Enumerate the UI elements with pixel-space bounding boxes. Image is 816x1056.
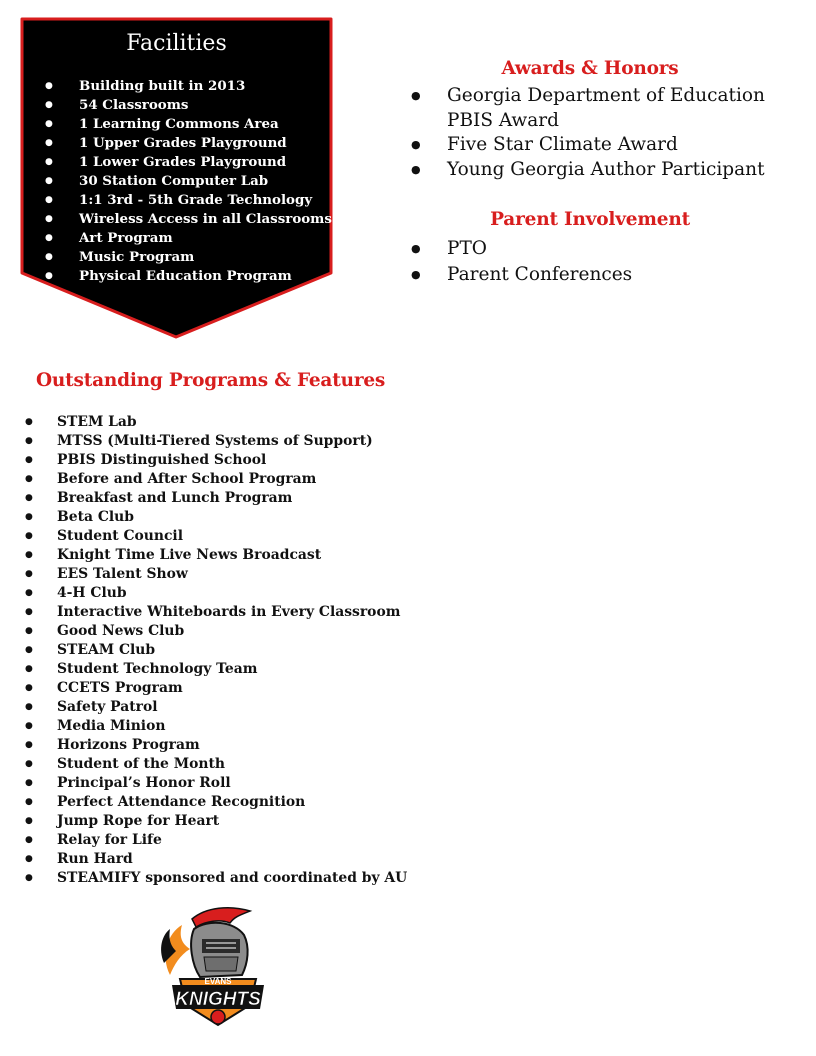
awards-title: Awards & Honors: [501, 58, 679, 79]
programs-item: ● Relay for Life: [25, 831, 407, 850]
awards-item: ● Young Georgia Author Participant: [411, 158, 781, 183]
logo-main-text: KNIGHTS: [175, 989, 261, 1010]
facilities-title: Facilities: [126, 31, 227, 56]
programs-item: ● EES Talent Show: [25, 565, 407, 584]
programs-item: ● STEAM Club: [25, 641, 407, 660]
programs-item: ● STEAMIFY sponsored and coordinated by AU: [25, 869, 407, 888]
programs-item: ● Interactive Whiteboards in Every Classroom: [25, 603, 407, 622]
logo-top-text: EVANS: [204, 977, 232, 986]
facilities-item: ● 54 Classrooms: [45, 96, 345, 115]
facilities-item: ● 1:1 3rd - 5th Grade Technology: [45, 191, 345, 210]
programs-item: ● Breakfast and Lunch Program: [25, 489, 407, 508]
facilities-item: ● 1 Learning Commons Area: [45, 115, 345, 134]
programs-list: [25, 413, 407, 888]
facilities-item: ● Music Program: [45, 248, 345, 267]
programs-item: ● Principal’s Honor Roll: [25, 774, 407, 793]
programs-item: ● Student of the Month: [25, 755, 407, 774]
parent-involvement-item: ● Parent Conferences: [411, 262, 781, 288]
programs-item: ● 4-H Club: [25, 584, 407, 603]
programs-item: ● Before and After School Program: [25, 470, 407, 489]
programs-item: ● Student Technology Team: [25, 660, 407, 679]
programs-item: ● CCETS Program: [25, 679, 407, 698]
programs-item: ● MTSS (Multi-Tiered Systems of Support): [25, 432, 407, 451]
awards-list: [411, 84, 781, 182]
facilities-item: ● Wireless Access in all Classrooms: [45, 210, 345, 229]
evans-knights-logo: [150, 905, 286, 1030]
facilities-item: ● 30 Station Computer Lab: [45, 172, 345, 191]
programs-title: Outstanding Programs & Features: [36, 370, 386, 391]
parent-involvement-item: ● PTO: [411, 236, 781, 262]
facilities-list: [45, 77, 345, 286]
programs-item: ● STEM Lab: [25, 413, 407, 432]
programs-item: ● Beta Club: [25, 508, 407, 527]
awards-item: ● Five Star Climate Award: [411, 133, 781, 158]
programs-item: ● Media Minion: [25, 717, 407, 736]
programs-item: ● Horizons Program: [25, 736, 407, 755]
programs-item: ● PBIS Distinguished School: [25, 451, 407, 470]
facilities-item: ● 1 Upper Grades Playground: [45, 134, 345, 153]
facilities-item: ● Building built in 2013: [45, 77, 345, 96]
facilities-item: ● Physical Education Program: [45, 267, 345, 286]
parent-involvement-list: [411, 236, 781, 288]
programs-item: ● Safety Patrol: [25, 698, 407, 717]
knight-helmet-icon: [150, 905, 286, 1030]
programs-item: ● Perfect Attendance Recognition: [25, 793, 407, 812]
programs-item: ● Run Hard: [25, 850, 407, 869]
programs-item: ● Knight Time Live News Broadcast: [25, 546, 407, 565]
programs-item: ● Good News Club: [25, 622, 407, 641]
awards-item: ● Georgia Department of Education PBIS Award: [411, 84, 781, 133]
programs-item: ● Student Council: [25, 527, 407, 546]
facilities-item: ● 1 Lower Grades Playground: [45, 153, 345, 172]
facilities-panel: [20, 17, 333, 341]
programs-item: ● Jump Rope for Heart: [25, 812, 407, 831]
facilities-item: ● Art Program: [45, 229, 345, 248]
parent-involvement-title: Parent Involvement: [490, 209, 690, 230]
